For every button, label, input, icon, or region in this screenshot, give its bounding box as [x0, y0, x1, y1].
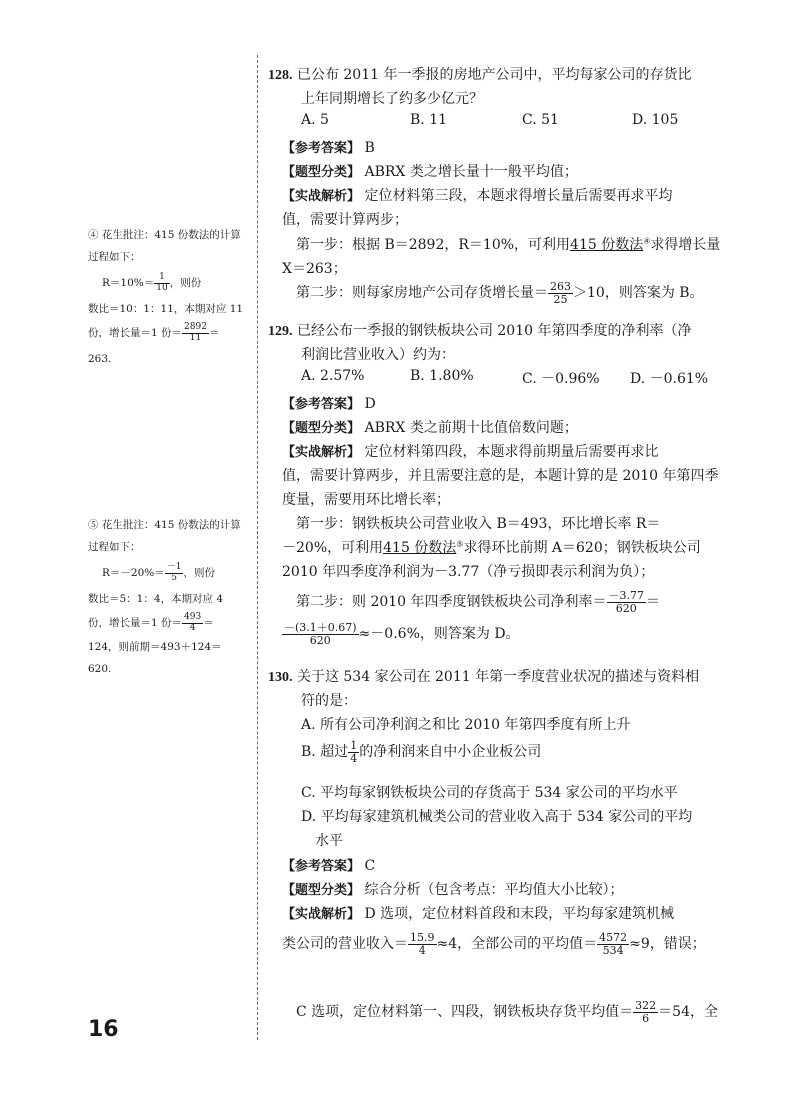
note-title: ④ 花生批注：415 份数法的计算过程如下： [88, 229, 241, 263]
denominator: 534 [602, 943, 624, 957]
type-value: ABRX 类之前期十比值倍数问题； [364, 420, 578, 436]
step-text: ＝ [646, 594, 661, 611]
step-line: X＝263； [282, 261, 347, 277]
type-tag: 【题型分类】 [282, 165, 361, 180]
analysis-line [296, 1000, 718, 1024]
analysis-text: ≈9，错误； [629, 936, 706, 953]
analysis-line: 值，需要计算两步； [282, 212, 408, 228]
fraction [548, 281, 573, 305]
numerator: －(3.1＋0.67) [284, 621, 357, 634]
denominator: 5 [171, 572, 177, 583]
step-text: 求得环比前期 A＝620；钢铁板块公司 [463, 540, 701, 556]
option-text: 的净利润来自中小企业板公司 [359, 744, 542, 761]
denominator: 10 [156, 282, 168, 293]
answer-value: C [364, 858, 376, 874]
note-text: R＝10%＝ [102, 277, 155, 289]
denominator: 11 [189, 332, 202, 343]
numerator: 15.9 [410, 931, 435, 944]
denominator: 4 [418, 943, 426, 957]
question-number: 130. [268, 670, 293, 685]
analysis-line [282, 185, 672, 205]
denominator: 4 [350, 751, 358, 765]
step-text: 求得增长量 [650, 237, 721, 253]
type-tag: 【题型分类】 [282, 421, 361, 436]
numerator: 322 [635, 999, 657, 1012]
option-c: C. 51 [522, 112, 559, 128]
step-text: 第一步：根据 B＝2892，R＝10%，可利用 [296, 237, 571, 253]
answer-tag: 【参考答案】 [282, 397, 361, 412]
option-d: D. －0.61% [630, 371, 709, 387]
option-c: C. 平均每家钢铁板块公司的存货高于 534 家公司的平均水平 [301, 785, 678, 801]
option-a: A. 5 [301, 112, 329, 128]
fraction [633, 1000, 658, 1024]
note-line: 620. [88, 663, 112, 675]
stem-text: 关于这 534 家公司在 2011 年第一季度营业状况的描述与资料相 [296, 669, 700, 685]
question-number: 128. [268, 68, 293, 83]
denominator: 25 [553, 292, 568, 306]
option-a: A. 所有公司净利润之和比 2010 年第四季度有所上升 [301, 717, 631, 733]
fraction [154, 273, 169, 293]
step-line: 第一步：钢铁板块公司营业收入 B＝493，环比增长率 R＝ [296, 516, 661, 532]
analysis-text: ≈4，全部公司的平均值＝ [436, 936, 598, 953]
numerator: －3.77 [608, 589, 645, 602]
analysis-text: D 选项，定位材料首段和末段，平均每家建筑机械 [364, 906, 675, 922]
note-text: ，则份 [169, 277, 202, 289]
numerator: 2892 [184, 322, 207, 333]
answer-line [282, 393, 376, 412]
stem-line: 利润比营业收入）约为： [301, 347, 455, 363]
analysis-line [282, 932, 706, 956]
fraction [282, 622, 359, 646]
step-line [296, 234, 720, 254]
fraction [607, 590, 647, 614]
type-value: ABRX 类之增长量十一般平均值； [364, 164, 578, 180]
note-line [88, 322, 248, 344]
step-line [282, 622, 520, 646]
numerator: 1 [350, 739, 358, 752]
analysis-line [282, 441, 658, 461]
type-value: 综合分析（包含考点：平均值大小比较）； [364, 882, 624, 898]
step-text: －20%，可利用 [282, 540, 384, 556]
note-line [88, 272, 248, 294]
analysis-tag: 【实战解析】 [282, 189, 361, 204]
analysis-text: ＝54，全 [658, 1004, 718, 1021]
analysis-text: 定位材料第四段，本题求得前期量后需要再求比 [364, 444, 659, 460]
option-d-continued: 水平 [315, 833, 343, 849]
step-text: ≈－0.6%，则答案为 D。 [358, 626, 520, 643]
note-line: 数比＝10：1：11，本期对应 11 [88, 303, 244, 315]
denominator: 6 [642, 1011, 650, 1025]
footnote-marker: ④ [643, 236, 651, 246]
fraction [348, 740, 359, 764]
fraction [182, 613, 203, 633]
step-line [282, 537, 701, 557]
step-line [296, 590, 660, 614]
numerator: 1 [154, 273, 169, 283]
analysis-line [282, 903, 674, 923]
note-line: 124，则前期＝493＋124＝ [88, 641, 222, 653]
note-line: 263. [88, 353, 112, 365]
type-line [282, 161, 578, 181]
type-tag: 【题型分类】 [282, 883, 361, 898]
answer-value: B [364, 140, 375, 156]
note-text: R＝－20%＝ [102, 567, 165, 579]
sidebar-note-4 [88, 224, 248, 370]
fraction [182, 323, 209, 343]
stem-line: 符的是： [301, 693, 357, 709]
answer-line [282, 855, 375, 874]
type-line [282, 879, 623, 899]
step-line [296, 281, 704, 305]
answer-tag: 【参考答案】 [282, 141, 361, 156]
numerator: 263 [550, 280, 571, 293]
analysis-tag: 【实战解析】 [282, 445, 361, 460]
option-b [301, 740, 541, 764]
column-divider [257, 55, 258, 1040]
numerator: 4572 [599, 931, 628, 944]
note-text: ，则份 [183, 567, 215, 579]
numerator: －1 [166, 562, 182, 573]
option-b: B. 11 [410, 112, 448, 128]
note-line [88, 612, 248, 634]
analysis-tag: 【实战解析】 [282, 907, 361, 922]
footnote-marker: ⑤ [456, 539, 464, 549]
answer-tag: 【参考答案】 [282, 859, 361, 874]
stem-text: 已公布 2011 年一季报的房地产公司中，平均每家公司的存货比 [296, 67, 692, 83]
sidebar-note-5 [88, 514, 248, 680]
option-c: C. －0.96% [522, 371, 600, 387]
fraction [597, 932, 629, 956]
note-text: 份，增长量＝1 份＝ [88, 617, 183, 629]
question-stem [268, 64, 691, 84]
note-text: 份，增长量＝1 份＝ [88, 327, 183, 339]
question-stem [268, 666, 699, 686]
question-number: 129. [268, 324, 293, 339]
method-name: 415 份数法 [383, 540, 457, 556]
method-name: 415 份数法 [570, 237, 644, 253]
numerator: 493 [184, 612, 202, 623]
option-b: B. 1.80% [410, 368, 474, 384]
denominator: 620 [615, 601, 637, 615]
question-stem [268, 320, 691, 340]
step-line: 2010 年四季度净利润为－3.77（净亏损即表示利润为负）； [282, 564, 655, 580]
fraction [408, 932, 437, 956]
note-text: ＝ [203, 617, 214, 629]
analysis-text: 类公司的营业收入＝ [282, 936, 408, 953]
option-a: A. 2.57% [301, 368, 365, 384]
note-text: ＝ [208, 327, 220, 339]
analysis-text: 定位材料第三段，本题求得增长量后需要再求平均 [364, 188, 673, 204]
analysis-text: C 选项，定位材料第一、四段，钢铁板块存货平均值＝ [296, 1004, 634, 1021]
note-line: 数比＝5：1：4，本期对应 4 [88, 593, 224, 605]
denominator: 4 [189, 622, 196, 633]
type-line [282, 417, 578, 437]
step-text: ＞10，则答案为 B。 [573, 285, 704, 302]
fraction [165, 563, 184, 583]
option-d: D. 平均每家建筑机械类公司的营业收入高于 534 家公司的平均 [301, 809, 693, 825]
stem-line: 上年同期增长了约多少亿元？ [301, 91, 483, 107]
denominator: 620 [309, 633, 331, 647]
stem-text: 已经公布一季报的钢铁板块公司 2010 年第四季度的净利率（净 [296, 323, 692, 339]
page-number: 16 [88, 1017, 119, 1042]
answer-value: D [364, 396, 376, 412]
step-text: 第二步：则每家房地产公司存货增长量＝ [296, 285, 548, 302]
answer-line [282, 137, 375, 156]
option-d: D. 105 [632, 112, 679, 128]
analysis-line: 度量，需要用环比增长率； [282, 492, 450, 508]
option-text: B. 超过 [301, 744, 349, 761]
note-title: ⑤ 花生批注：415 份数法的计算过程如下： [88, 519, 241, 553]
analysis-line: 值，需要计算两步，并且需要注意的是，本题计算的是 2010 年第四季 [282, 468, 719, 484]
note-line [88, 562, 248, 584]
step-text: 第二步：则 2010 年四季度钢铁板块公司净利率＝ [296, 594, 607, 611]
